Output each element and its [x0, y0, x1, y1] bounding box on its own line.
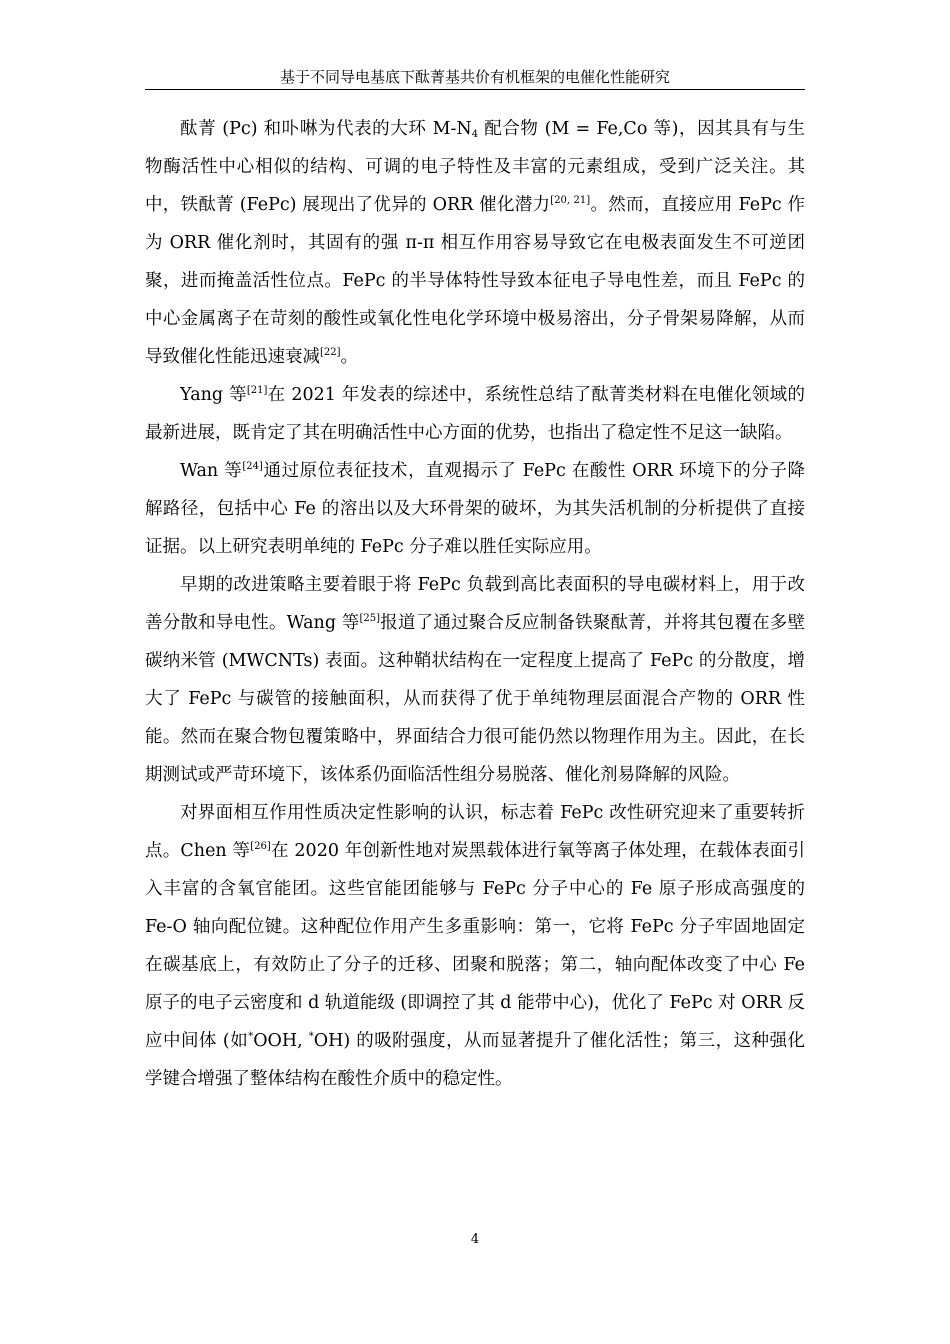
subscript: 4 [471, 129, 479, 140]
citation-superscript: * [248, 1031, 254, 1042]
text-run: OOH, [253, 1031, 309, 1051]
citation-superscript: [24] [242, 461, 263, 472]
text-run: 在 2021 年发表的综述中，系统性总结了酞菁类材料在电催化领域的最新进展，既肯定了其在明确活性中心方面的优势，也指出了稳定性不足这一缺陷。 [145, 385, 805, 443]
citation-superscript: [25] [359, 613, 381, 624]
citation-superscript: * [308, 1031, 314, 1042]
text-run: OH) 的吸附强度，从而显著提升了催化活性；第三，这种强化学键合增强了整体结构在酸性介质中的稳定性。 [145, 1031, 806, 1089]
text-run: Wan 等 [180, 461, 243, 481]
text-run: 通过原位表征技术，直观揭示了 FePc 在酸性 ORR 环境下的分子降解路径，包括中心 Fe 的溶出以及大环骨架的破坏，为其失活机制的分析提供了直接证据。以上研究表明单纯的 FePc 分子难以胜任实际应用。 [145, 461, 806, 557]
citation-superscript: [20, 21] [550, 195, 591, 206]
text-run: 在 2020 年创新性地对炭黑载体进行氧等离子体处理，在载体表面引入丰富的含氧官能团。这些官能团能够与 FePc 分子中心的 Fe 原子形成高强度的 Fe-O 轴向配位键。这种配位作用产生多重影响：第一，它将 FePc 分子牢固地固定在碳基底上，有效防止了分子的迁移、团聚和脱落；第二，轴向配体改变了中心 Fe 原子的电子云密度和 d 轨道能级 (即调控了其 d 能带中心)，优化了 FePc 对 ORR 反应中间体 (如 [145, 841, 805, 1051]
paragraph-1 [145, 110, 805, 376]
citation-superscript: [26] [250, 841, 271, 852]
paragraph-4 [145, 566, 805, 794]
text-run: Yang 等 [180, 385, 247, 405]
text-run: 报道了通过聚合反应制备铁聚酞菁，并将其包覆在多壁碳纳米管 (MWCNTs) 表面。这种鞘状结构在一定程度上提高了 FePc 的分散度，增大了 FePc 与碳管的接触面积，从而获得了优于单纯物理层面混合产物的 ORR 性能。然而在聚合物包覆策略中，界面结合力很可能仍然以物理作用为主。因此，在长期测试或严苛环境下，该体系仍面临活性组分易脱落、催化剂易降解的风险。 [145, 613, 806, 785]
text-run: 酞菁 (Pc) 和卟啉为代表的大环 M-N [180, 119, 472, 139]
text-run: 早期的改进策略主要着眼于将 FePc 负载到高比表面积的导电碳材料上，用于改善分散和导电性。Wang 等 [145, 575, 805, 633]
running-header-title: 基于不同导电基底下酞菁基共价有机框架的电催化性能研究 [279, 68, 670, 86]
citation-superscript: [21] [246, 385, 268, 396]
text-run: 。 [340, 347, 359, 367]
paragraph-2 [145, 376, 805, 452]
page-number: 4 [470, 1232, 480, 1247]
paragraph-3 [145, 452, 805, 566]
body-text [145, 110, 805, 1098]
header-divider [145, 89, 805, 90]
text-run: 对界面相互作用性质决定性影响的认识，标志着 FePc 改性研究迎来了重要转折点。Chen 等 [145, 803, 805, 861]
text-run: 。然而，直接应用 FePc 作为 ORR 催化剂时，其固有的强 π-π 相互作用容易导致它在电极表面发生不可逆团聚，进而掩盖活性位点。FePc 的半导体特性导致本征电子导电性差，而且 FePc 的中心金属离子在苛刻的酸性或氧化性电化学环境中极易溶出，分子骨架易降解，从而导致催化性能迅速衰减 [145, 195, 805, 367]
text-run: 配合物 (M = Fe,Co 等)，因其具有与生物酶活性中心相似的结构、可调的电子特性及丰富的元素组成，受到广泛关注。其中，铁酞菁 (FePc) 展现出了优异的 ORR 催化潜力 [145, 119, 805, 215]
paragraph-5 [145, 794, 805, 1098]
citation-superscript: [22] [320, 347, 341, 358]
